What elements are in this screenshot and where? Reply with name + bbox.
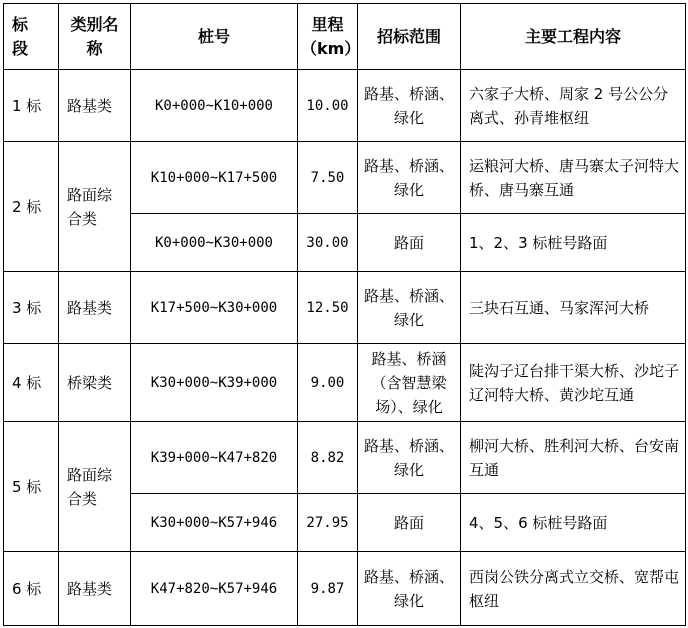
scope-cell: 路基、桥涵 （含智慧梁 场）、绿化: [358, 344, 461, 422]
mileage-cell: 7.50: [298, 142, 358, 214]
mileage-cell: 9.87: [298, 552, 358, 626]
category-cell: 路面综 合类: [59, 422, 131, 552]
segment-cell: 6 标: [4, 552, 59, 626]
works-cell: 柳河大桥、胜利河大桥、台安南互通: [461, 422, 686, 494]
table-row: [4, 344, 686, 422]
works-cell: 1、2、3 标桩号路面: [461, 214, 686, 272]
header-works: 主要工程内容: [461, 4, 686, 70]
segment-cell: 1 标: [4, 70, 59, 142]
station-cell: K0+000~K30+000: [131, 214, 298, 272]
works-cell: 运粮河大桥、唐马寨太子河特大桥、唐马寨互通: [461, 142, 686, 214]
category-cell: 路基类: [59, 552, 131, 626]
category-cell: 桥梁类: [59, 344, 131, 422]
segment-cell: 5 标: [4, 422, 59, 552]
works-cell: 三块石互通、马家浑河大桥: [461, 272, 686, 344]
scope-cell: 路基、桥涵、 绿化: [358, 70, 461, 142]
station-cell: K30+000~K57+946: [131, 494, 298, 552]
table-row: [4, 142, 686, 214]
bid-section-table: [3, 3, 686, 626]
scope-cell: 路基、桥涵、 绿化: [358, 422, 461, 494]
mileage-cell: 10.00: [298, 70, 358, 142]
table-row: [4, 422, 686, 494]
works-cell: 西岗公铁分离式立交桥、宽帮屯枢纽: [461, 552, 686, 626]
category-cell: 路基类: [59, 70, 131, 142]
station-cell: K17+500~K30+000: [131, 272, 298, 344]
station-cell: K47+820~K57+946: [131, 552, 298, 626]
scope-cell: 路面: [358, 494, 461, 552]
scope-cell: 路基、桥涵、 绿化: [358, 552, 461, 626]
header-segment: 标 段: [4, 4, 59, 70]
station-cell: K0+000~K10+000: [131, 70, 298, 142]
table-row: [4, 70, 686, 142]
segment-cell: 3 标: [4, 272, 59, 344]
header-mileage: 里程 （km）: [298, 4, 358, 70]
scope-cell: 路基、桥涵、 绿化: [358, 272, 461, 344]
segment-cell: 4 标: [4, 344, 59, 422]
station-cell: K39+000~K47+820: [131, 422, 298, 494]
works-cell: 4、5、6 标桩号路面: [461, 494, 686, 552]
station-cell: K30+000~K39+000: [131, 344, 298, 422]
table-row: [4, 552, 686, 626]
category-cell: 路基类: [59, 272, 131, 344]
scope-cell: 路面: [358, 214, 461, 272]
header-category: 类别名 称: [59, 4, 131, 70]
works-cell: 陡沟子辽台排干渠大桥、沙坨子辽河特大桥、黄沙坨互通: [461, 344, 686, 422]
header-row: [4, 4, 686, 70]
works-cell: 六家子大桥、周家 2 号公公分离式、孙青堆枢纽: [461, 70, 686, 142]
mileage-cell: 27.95: [298, 494, 358, 552]
mileage-cell: 8.82: [298, 422, 358, 494]
mileage-cell: 9.00: [298, 344, 358, 422]
header-station: 桩号: [131, 4, 298, 70]
header-scope: 招标范围: [358, 4, 461, 70]
segment-cell: 2 标: [4, 142, 59, 272]
category-cell: 路面综 合类: [59, 142, 131, 272]
table-row: [4, 272, 686, 344]
station-cell: K10+000~K17+500: [131, 142, 298, 214]
mileage-cell: 12.50: [298, 272, 358, 344]
mileage-cell: 30.00: [298, 214, 358, 272]
scope-cell: 路基、桥涵、 绿化: [358, 142, 461, 214]
